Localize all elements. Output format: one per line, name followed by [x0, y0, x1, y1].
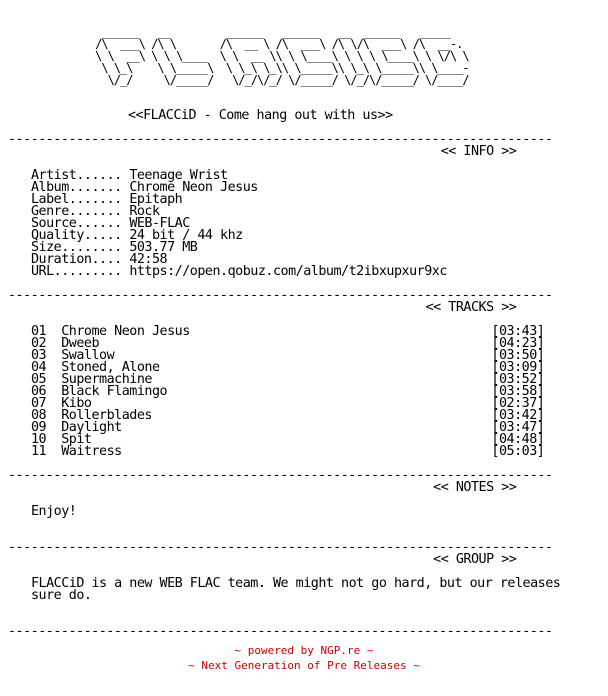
- section-header-info: [8, 146, 560, 158]
- info-label: Album.......: [31, 180, 122, 195]
- section-title-group: << GROUP >>: [433, 552, 517, 567]
- track-title: Black Flamingo: [61, 384, 168, 399]
- info-label: Duration....: [31, 252, 122, 267]
- blank-line: [8, 86, 560, 98]
- track-title: Stoned, Alone: [61, 360, 160, 375]
- info-value: Rock: [129, 204, 160, 219]
- notes-text: Enjoy!: [31, 504, 77, 519]
- track-number: 06: [31, 384, 47, 399]
- track-title: Supermachine: [61, 372, 152, 387]
- logo-art-line: ______ __ ______ ______ __ ______ _____: [8, 25, 450, 39]
- logo-art-line: /\ ___\ /\ \ /\ __ \ /\ ___\ /\ \/\ ___\ /\ __-.: [8, 37, 463, 51]
- info-value: WEB-FLAC: [129, 216, 190, 231]
- info-value: Teenage Wrist: [129, 168, 228, 183]
- track-duration: [03:47]: [491, 420, 545, 435]
- divider: ------------------------------------------------------------------------: [8, 468, 553, 483]
- logo-art-line: \/_/ \/_____/ \/_/\/_/ \/_____/ \/_/\/_____/ \/____/: [8, 73, 469, 87]
- section-header-group: [8, 554, 560, 566]
- track-title: Daylight: [61, 420, 122, 435]
- track-number: 05: [31, 372, 47, 387]
- track-duration: [03:42]: [491, 408, 545, 423]
- info-value: Epitaph: [129, 192, 183, 207]
- group-text-line: FLACCiD is a new WEB FLAC team. We might not go hard, but our releases: [31, 576, 561, 591]
- nfo-document: [8, 26, 560, 638]
- info-value: 24 bit / 44 khz: [129, 228, 243, 243]
- logo-art-line: \ \_\ \ \_____\ \ \_\ \_\\ \_____\\ \_\ \_____\\ \____-: [8, 61, 469, 75]
- blank-line: [8, 518, 560, 530]
- footer-tagline: ~ Next Generation of Pre Releases ~: [188, 659, 420, 672]
- info-label: Genre.......: [31, 204, 122, 219]
- divider: ------------------------------------------------------------------------: [8, 288, 553, 303]
- footer: [0, 643, 608, 673]
- track-row: [8, 446, 544, 458]
- track-duration: [03:52]: [491, 372, 545, 387]
- track-title: Dweeb: [61, 336, 100, 351]
- info-row: [8, 266, 560, 278]
- track-number: 03: [31, 348, 47, 363]
- footer-powered-by: ~ powered by NGP.re ~: [234, 644, 374, 657]
- info-label: Source......: [31, 216, 122, 231]
- track-number: 07: [31, 396, 47, 411]
- track-number: 11: [31, 444, 47, 459]
- info-value: 42:58: [129, 252, 168, 267]
- track-duration: [04:48]: [491, 432, 545, 447]
- track-number: 02: [31, 336, 47, 351]
- divider: ------------------------------------------------------------------------: [8, 624, 553, 639]
- track-title: Waitress: [61, 444, 122, 459]
- section-title-info: << INFO >>: [440, 144, 517, 159]
- info-label: Quality.....: [31, 228, 122, 243]
- track-duration: [03:09]: [491, 360, 545, 375]
- info-label: URL.........: [31, 264, 122, 279]
- info-label: Artist......: [31, 168, 122, 183]
- tagline-text: <<FLACCiD - Come hang out with us>>: [128, 108, 393, 123]
- divider: ------------------------------------------------------------------------: [8, 540, 553, 555]
- section-title-notes: << NOTES >>: [433, 480, 517, 495]
- section-header-notes: [8, 482, 560, 494]
- section-header-tracks: [8, 302, 560, 314]
- track-duration: [02:37]: [491, 396, 545, 411]
- track-number: 04: [31, 360, 47, 375]
- blank-line: [8, 602, 560, 614]
- info-value: Chrome Neon Jesus: [129, 180, 258, 195]
- track-duration: [03:58]: [491, 384, 545, 399]
- track-title: Rollerblades: [61, 408, 152, 423]
- track-duration: [03:50]: [491, 348, 545, 363]
- logo-art-line: \ \ __\ \ \ \____ \ \ __ \\ \ \____\ \ \ \ \____\ \ \/\ \: [8, 49, 469, 63]
- track-title: Spit: [61, 432, 92, 447]
- track-number: 08: [31, 408, 47, 423]
- track-title: Chrome Neon Jesus: [61, 324, 190, 339]
- section-title-tracks: << TRACKS >>: [425, 300, 517, 315]
- blank-line: [8, 494, 560, 506]
- group-text-line: sure do.: [31, 588, 92, 603]
- info-label: Label.......: [31, 192, 122, 207]
- info-value: https://open.qobuz.com/album/t2ibxupxur9xc: [129, 264, 447, 279]
- track-number: 09: [31, 420, 47, 435]
- track-title: Swallow: [61, 348, 115, 363]
- track-number: 01: [31, 324, 47, 339]
- track-duration: [04:23]: [491, 336, 545, 351]
- tagline: [8, 110, 560, 122]
- info-label: Size........: [31, 240, 122, 255]
- divider: ------------------------------------------------------------------------: [8, 132, 553, 147]
- track-duration: [05:03]: [491, 444, 545, 459]
- track-number: 10: [31, 432, 47, 447]
- track-duration: [03:43]: [491, 324, 545, 339]
- info-value: 503.77 MB: [129, 240, 198, 255]
- track-title: Kibo: [61, 396, 92, 411]
